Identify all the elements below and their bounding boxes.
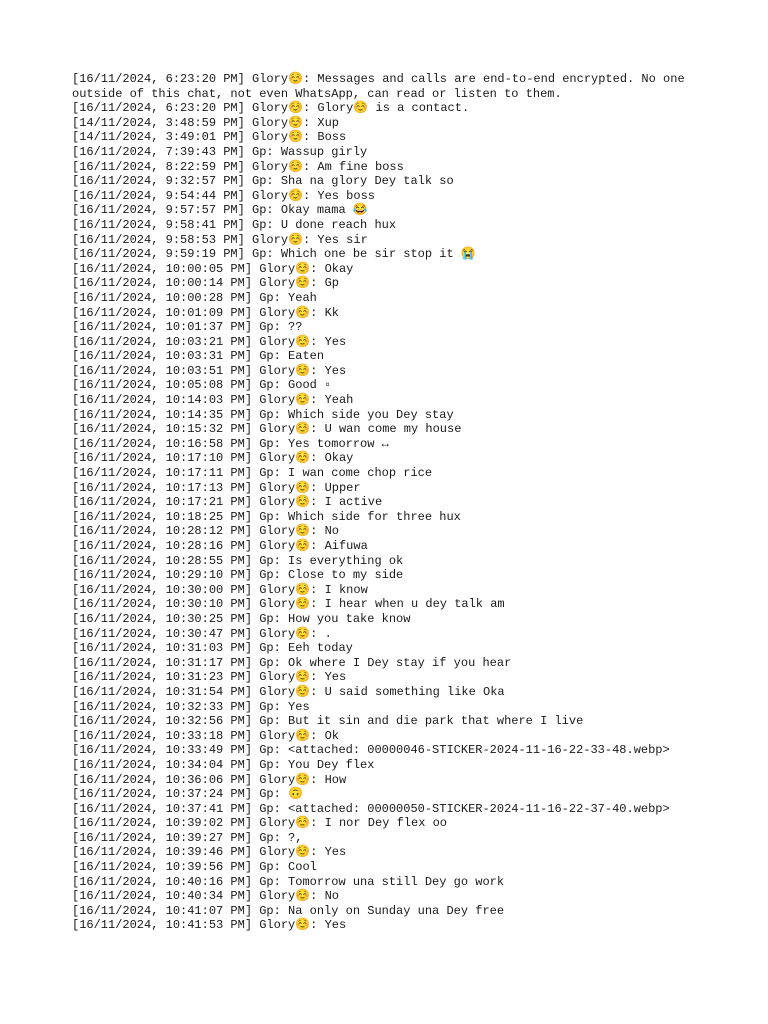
chat-message-line: [16/11/2024, 10:16:58 PM] Gp: Yes tomorrow ↔	[72, 436, 389, 451]
chat-message-line: [16/11/2024, 7:39:43 PM] Gp: Wassup girly	[72, 144, 368, 159]
chat-message-line: [16/11/2024, 10:31:23 PM] Glory☺️: Yes	[72, 670, 347, 685]
chat-message-line: [16/11/2024, 10:01:37 PM] Gp: ??	[72, 320, 303, 335]
chat-message-line: [16/11/2024, 10:39:27 PM] Gp: ?,	[72, 830, 303, 845]
chat-message-line: [16/11/2024, 10:31:03 PM] Gp: Eeh today	[72, 641, 353, 656]
chat-message-line: [16/11/2024, 10:28:16 PM] Glory☺️: Aifuwa	[72, 539, 368, 553]
chat-message-line: [16/11/2024, 10:18:25 PM] Gp: Which side for three hux	[72, 509, 461, 524]
chat-message-line: [16/11/2024, 10:41:53 PM] Glory☺️: Yes	[72, 918, 347, 933]
chat-message-line: [16/11/2024, 10:39:56 PM] Gp: Cool	[72, 860, 317, 875]
chat-message-line: [16/11/2024, 10:00:14 PM] Glory☺️: Gp	[72, 276, 339, 291]
chat-message-line: [16/11/2024, 10:01:09 PM] Glory☺️: Kk	[72, 305, 339, 320]
chat-message-line: [16/11/2024, 9:32:57 PM] Gp: Sha na glory Dey talk so	[72, 174, 454, 189]
chat-message-line: [16/11/2024, 9:54:44 PM] Glory☺️: Yes boss	[72, 188, 375, 203]
chat-message-line: [16/11/2024, 6:23:20 PM] Glory☺️: Glory☺️ is a contact.	[72, 101, 470, 116]
chat-message-line: [16/11/2024, 9:58:53 PM] Glory☺️: Yes sir	[72, 232, 368, 247]
chat-message-line: [16/11/2024, 10:17:11 PM] Gp: I wan come chop rice	[72, 466, 433, 481]
chat-message-line: [16/11/2024, 10:17:10 PM] Glory☺️: Okay	[72, 451, 354, 466]
chat-message-line: [16/11/2024, 10:28:12 PM] Glory☺️: No	[72, 524, 339, 539]
chat-message-line: [14/11/2024, 3:49:01 PM] Glory☺️: Boss	[72, 130, 347, 145]
chat-message-line: [16/11/2024, 10:30:10 PM] Glory☺️: I hear when u dey talk am	[72, 597, 505, 612]
chat-message-line: [16/11/2024, 10:15:32 PM] Glory☺️: U wan come my house	[72, 422, 462, 437]
chat-message-line: [16/11/2024, 10:31:17 PM] Gp: Ok where I Dey stay if you hear	[72, 655, 512, 670]
chat-message-line: [16/11/2024, 10:14:35 PM] Gp: Which side you Dey stay	[72, 407, 454, 422]
chat-message-line: [16/11/2024, 10:33:18 PM] Glory☺️: Ok	[72, 728, 339, 743]
chat-message-line: [16/11/2024, 10:40:34 PM] Glory☺️: No	[72, 889, 339, 904]
chat-message-line: [16/11/2024, 10:39:46 PM] Glory☺️: Yes	[72, 845, 347, 860]
chat-message-line: [16/11/2024, 10:17:21 PM] Glory☺️: I active	[72, 495, 383, 510]
chat-message-line: [16/11/2024, 8:22:59 PM] Glory☺️: Am fine boss	[72, 159, 404, 174]
chat-message-line: [16/11/2024, 10:34:04 PM] Gp: You Dey flex	[72, 757, 375, 772]
chat-message-line: [16/11/2024, 10:39:02 PM] Glory☺️: I nor Dey flex oo	[72, 816, 447, 831]
chat-message-line: [16/11/2024, 10:30:47 PM] Glory☺️: .	[72, 626, 332, 641]
chat-message-line: [16/11/2024, 9:58:41 PM] Gp: U done reach hux	[72, 217, 397, 232]
chat-message-line: [16/11/2024, 9:57:57 PM] Gp: Okay mama 😂	[72, 203, 368, 218]
chat-message-line: [16/11/2024, 10:05:08 PM] Gp: Good ▫	[72, 378, 332, 393]
chat-message-line: [16/11/2024, 10:00:28 PM] Gp: Yeah	[72, 290, 317, 305]
chat-message-line: [16/11/2024, 10:31:54 PM] Glory☺️: U said something like Oka	[72, 684, 505, 699]
chat-message-line: [16/11/2024, 6:23:20 PM] Glory☺️: Messages and calls are end-to-end encrypted. No one outside of this chat, not even WhatsApp, can read or listen to them.	[72, 72, 692, 101]
chat-message-line: [16/11/2024, 10:37:24 PM] Gp: 🙃	[72, 787, 303, 802]
chat-message-line: [16/11/2024, 10:17:13 PM] Glory☺️: Upper	[72, 480, 361, 495]
chat-message-line: [16/11/2024, 10:40:16 PM] Gp: Tomorrow una still Dey go work	[72, 874, 505, 889]
chat-message-line: [16/11/2024, 10:41:07 PM] Gp: Na only on Sunday una Dey free	[72, 903, 505, 918]
chat-message-line: [16/11/2024, 10:37:41 PM] Gp: <attached: 00000050-STICKER-2024-11-16-22-37-40.webp>	[72, 801, 670, 816]
chat-message-line: [16/11/2024, 10:32:33 PM] Gp: Yes	[72, 699, 310, 714]
chat-message-line: [14/11/2024, 3:48:59 PM] Glory☺️: Xup	[72, 115, 339, 130]
chat-message-line: [16/11/2024, 10:30:25 PM] Gp: How you take know	[72, 611, 411, 626]
chat-message-line: [16/11/2024, 10:33:49 PM] Gp: <attached: 00000046-STICKER-2024-11-16-22-33-48.webp>	[72, 743, 670, 758]
chat-message-line: [16/11/2024, 10:30:00 PM] Glory☺️: I know	[72, 582, 368, 597]
chat-message-line: [16/11/2024, 9:59:19 PM] Gp: Which one be sir stop it 😭	[72, 247, 476, 262]
chat-message-line: [16/11/2024, 10:03:51 PM] Glory☺️: Yes	[72, 363, 347, 378]
chat-message-line: [16/11/2024, 10:36:06 PM] Glory☺️: How	[72, 772, 347, 787]
chat-message-line: [16/11/2024, 10:14:03 PM] Glory☺️: Yeah	[72, 393, 354, 408]
chat-export-document	[72, 72, 712, 933]
chat-message-line: [16/11/2024, 10:03:31 PM] Gp: Eaten	[72, 349, 325, 364]
chat-message-line: [16/11/2024, 10:29:10 PM] Gp: Close to my side	[72, 568, 404, 583]
chat-message-line: [16/11/2024, 10:32:56 PM] Gp: But it sin and die park that where I live	[72, 714, 584, 729]
chat-message-line: [16/11/2024, 10:00:05 PM] Glory☺️: Okay	[72, 261, 354, 276]
chat-message-line: [16/11/2024, 10:03:21 PM] Glory☺️: Yes	[72, 334, 347, 349]
chat-message-line: [16/11/2024, 10:28:55 PM] Gp: Is everything ok	[72, 553, 404, 568]
